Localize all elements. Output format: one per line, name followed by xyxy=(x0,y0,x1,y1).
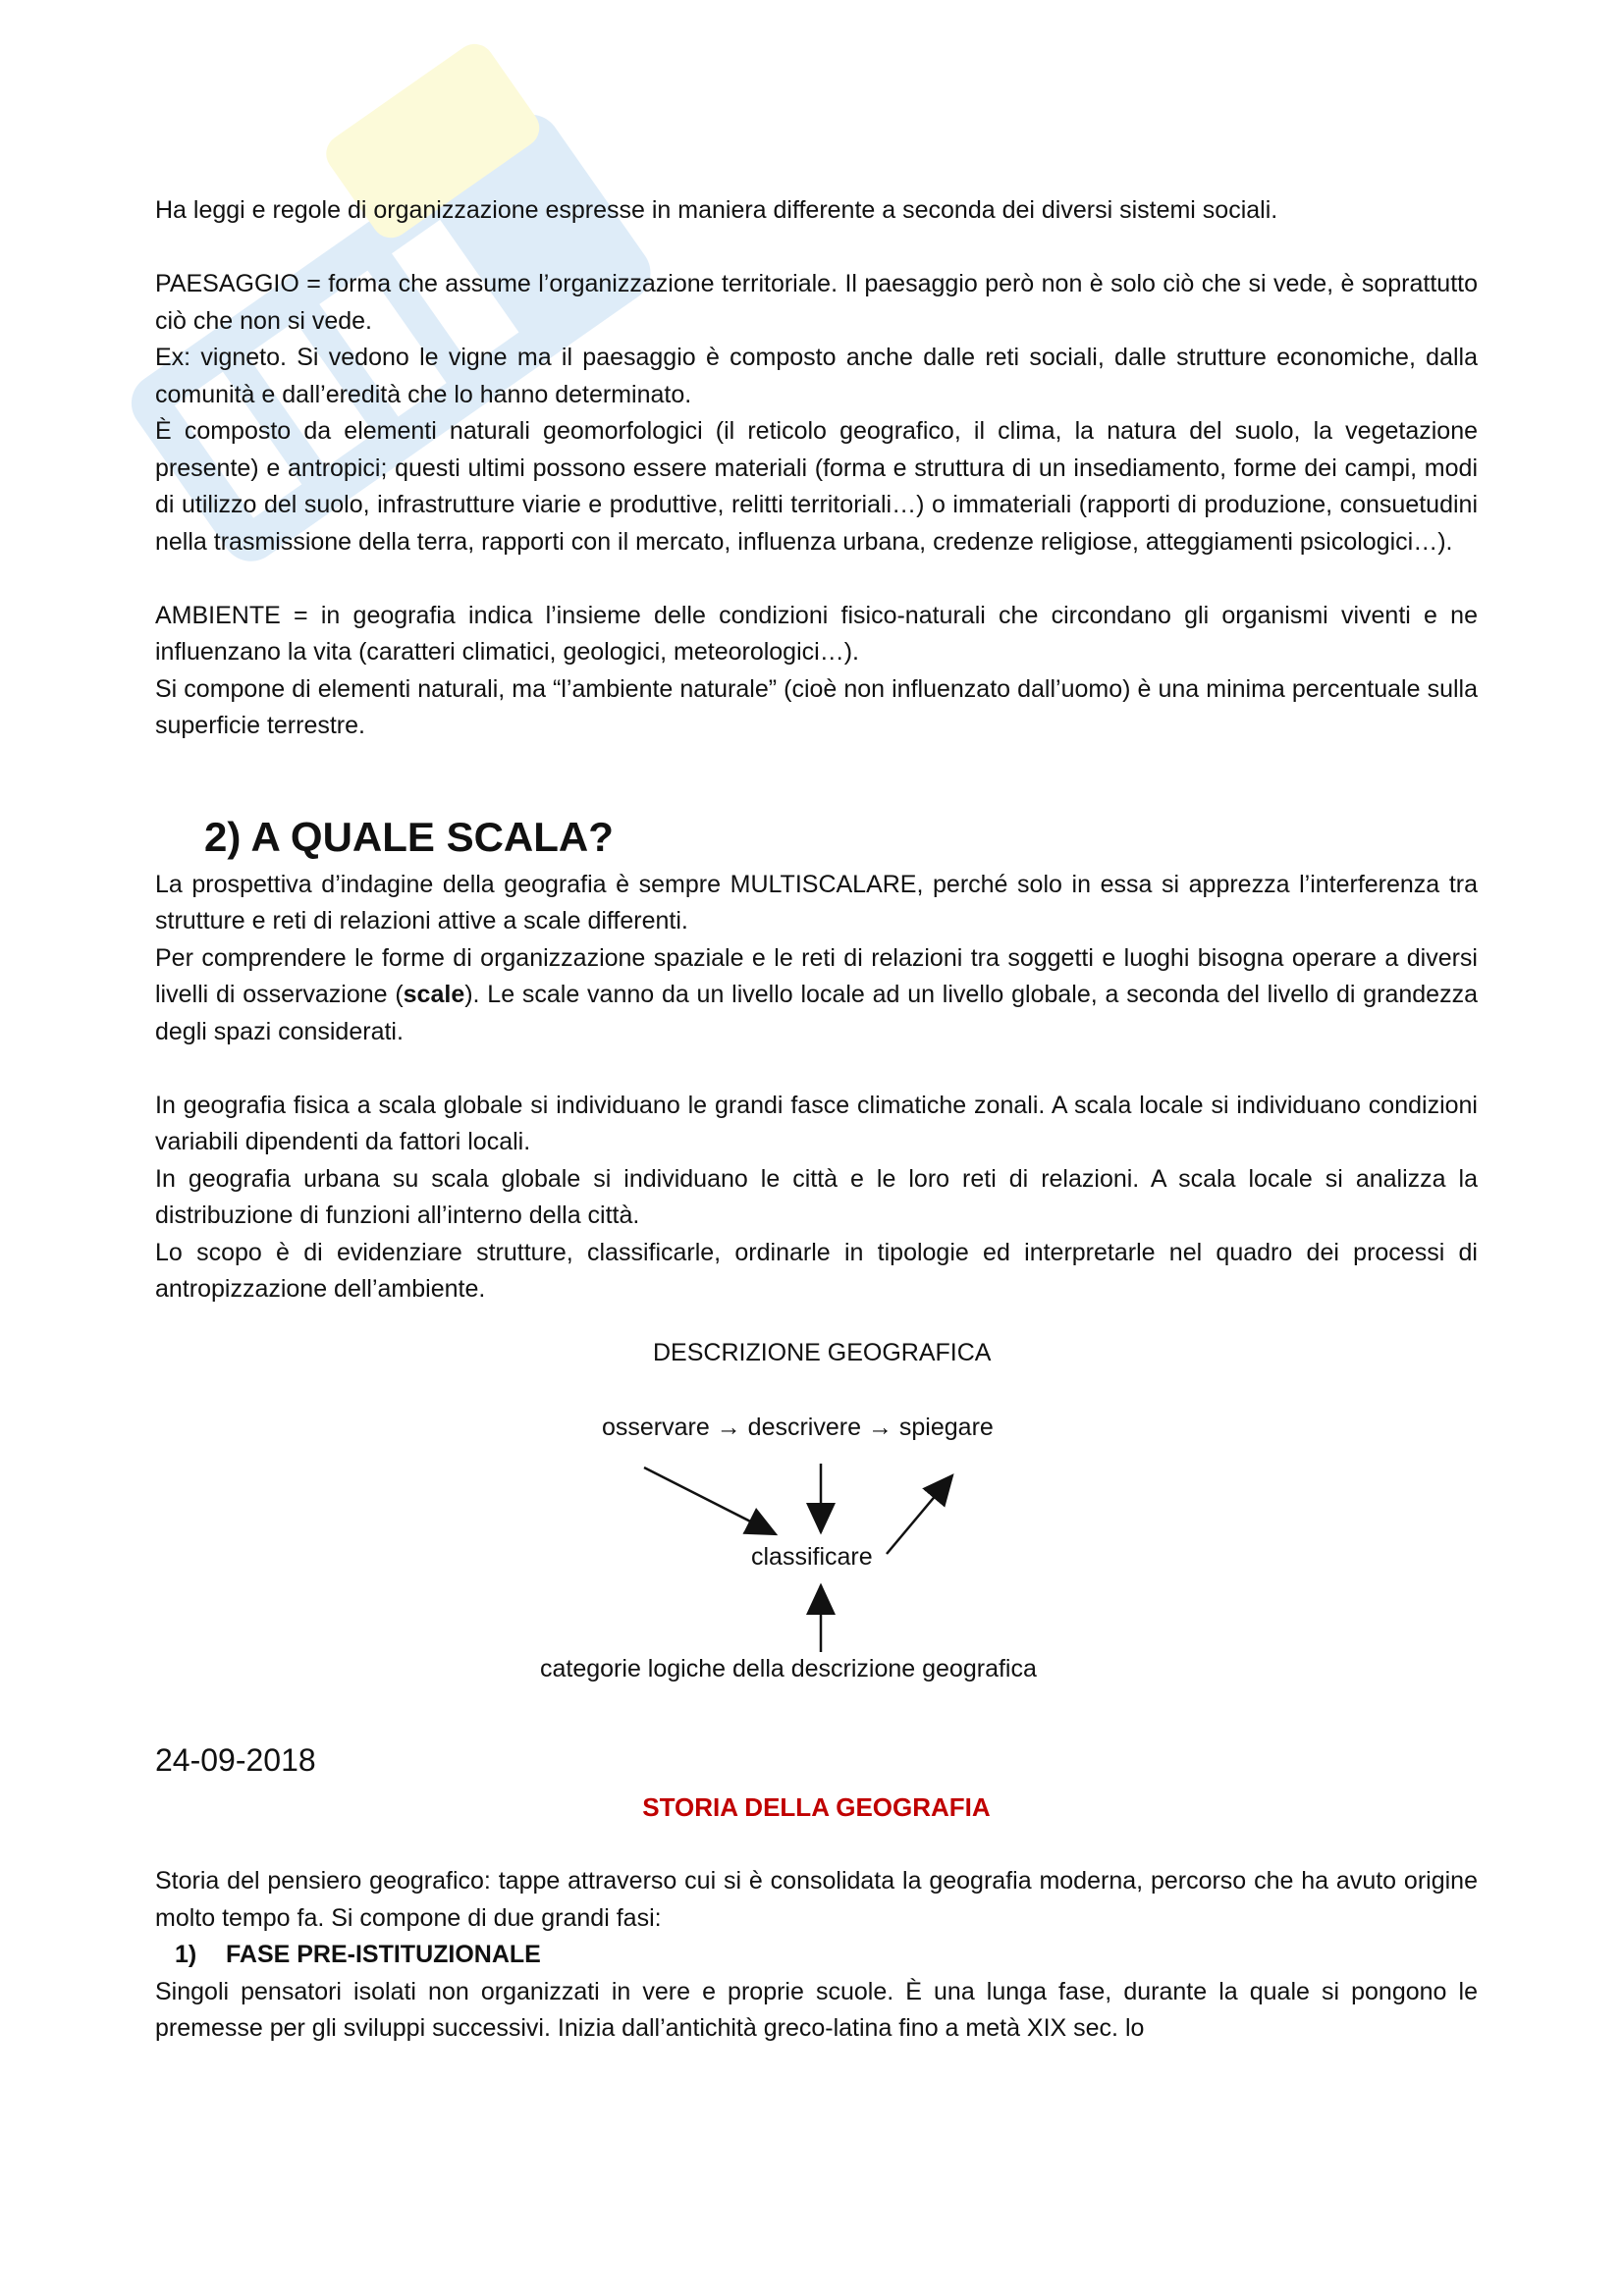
diagram-osservare xyxy=(602,1413,994,1442)
scale-bold-term: scale xyxy=(403,981,465,1008)
arrow-right-icon: → xyxy=(867,1413,893,1441)
paragraph-scale xyxy=(155,940,1478,1051)
label-categorie: categorie logiche della descrizione geografica xyxy=(540,1654,1037,1682)
paragraph-multiscalare: La prospettiva d’indagine della geografia è sempre MULTISCALARE, perché solo in essa si apprezza l’interferenza tra strutture e reti di relazioni attive a scale differenti. xyxy=(155,870,1478,934)
paragraph-geografia-urbana: In geografia urbana su scala globale si individuano le città e le loro reti di relazioni. A scala locale si analizza la distribuzione di funzioni all’interno della città. xyxy=(155,1164,1478,1229)
diagram-arrows xyxy=(155,1338,1478,1672)
label-osservare: osservare xyxy=(602,1413,710,1441)
arrow-classificare-spiegare xyxy=(887,1475,952,1554)
paragraph-pensatori: Singoli pensatori isolati non organizzati in vere e proprie scuole. È una lunga fase, durante la quale si pongono le premesse per gli sviluppi successivi. Inizia dall’antichità greco-latina fino a metà XIX sec. lo xyxy=(155,1977,1478,2042)
paragraph-scopo: Lo scopo è di evidenziare strutture, classificarle, ordinarle in tipologie ed interpretarle nel quadro dei processi di antropizzazione dell’ambiente. xyxy=(155,1238,1478,1303)
list-label: FASE PRE-ISTITUZIONALE xyxy=(226,1941,541,1968)
paragraph-paesaggio: PAESAGGIO = forma che assume l’organizzazione territoriale. Il paesaggio però non è solo ciò che si vede, è soprattutto ciò che non si vede. xyxy=(155,270,1478,335)
list-item-fase-pre-istituzionale xyxy=(155,1937,1478,1974)
storia-title: STORIA DELLA GEOGRAFIA xyxy=(642,1791,991,1822)
paragraph-storia: Storia del pensiero geografico: tappe attraverso cui si è consolidata la geografia moderna, percorso che ha avuto origine molto tempo fa. Si compone di due grandi fasi: xyxy=(155,1867,1478,1932)
section-heading-scala: 2) A QUALE SCALA? xyxy=(204,813,614,860)
diagram-title: DESCRIZIONE GEOGRAFICA xyxy=(653,1338,992,1366)
label-descrivere: descrivere xyxy=(747,1413,861,1441)
paragraph-elementi: È composto da elementi naturali geomorfologici (il reticolo geografico, il clima, la natura del suolo, la vegetazione presente) e antropici; questi ultimi possono essere materiali (forma e struttura di un insediamento, forme dei campi, modi di utilizzo del suolo, infrastrutture viarie e produttive, relitti territoriali…) o immateriali (rapporti di produzione, consuetudini nella trasmissione della terra, rapporti con il mercato, influenza urbana, credenze religiose, atteggiamenti psicologici…). xyxy=(155,417,1478,556)
scale-text-after: ). Le scale vanno da un livello locale ad un livello globale, a seconda del livello di grandezza degli spazi considerati. xyxy=(155,981,1478,1045)
paragraph-ambiente: AMBIENTE = in geografia indica l’insieme delle condizioni fisico-naturali che circondano gli organismi viventi e ne influenzano la vita (caratteri climatici, geologici, meteorologici…). xyxy=(155,601,1478,666)
paragraph-geografia-fisica: In geografia fisica a scala globale si individuano le grandi fasce climatiche zonali. A scala locale si individuano condizioni variabili dipendenti da fattori locali. xyxy=(155,1091,1478,1155)
label-spiegare: spiegare xyxy=(898,1413,994,1441)
paragraph-ambiente-naturale: Si compone di elementi naturali, ma “l’ambiente naturale” (cioè non influenzato dall’uomo) è una minima percentuale sulla superficie terrestre. xyxy=(155,674,1478,739)
descrizione-diagram xyxy=(155,1338,1478,1682)
paragraph-vigneto: Ex: vigneto. Si vedono le vigne ma il paesaggio è composto anche dalle reti sociali, dalle strutture economiche, dalla comunità e dall’eredità che lo hanno determinato. xyxy=(155,344,1478,408)
label-classificare: classificare xyxy=(751,1542,873,1571)
document-page xyxy=(155,192,1478,2048)
paragraph-organizzazione: Ha leggi e regole di organizzazione espresse in maniera differente a seconda dei diversi sistemi sociali. xyxy=(155,196,1278,224)
scale-text-before: Per comprendere le forme di organizzazione spaziale e le reti di relazioni tra soggetti e luoghi bisogna operare a diversi livelli di osservazione ( xyxy=(155,943,1478,1008)
lecture-date: 24-09-2018 xyxy=(155,1741,316,1778)
arrow-osservare-classificare xyxy=(644,1468,776,1534)
list-number: 1) xyxy=(175,1941,197,1968)
arrow-right-icon: → xyxy=(716,1413,741,1441)
